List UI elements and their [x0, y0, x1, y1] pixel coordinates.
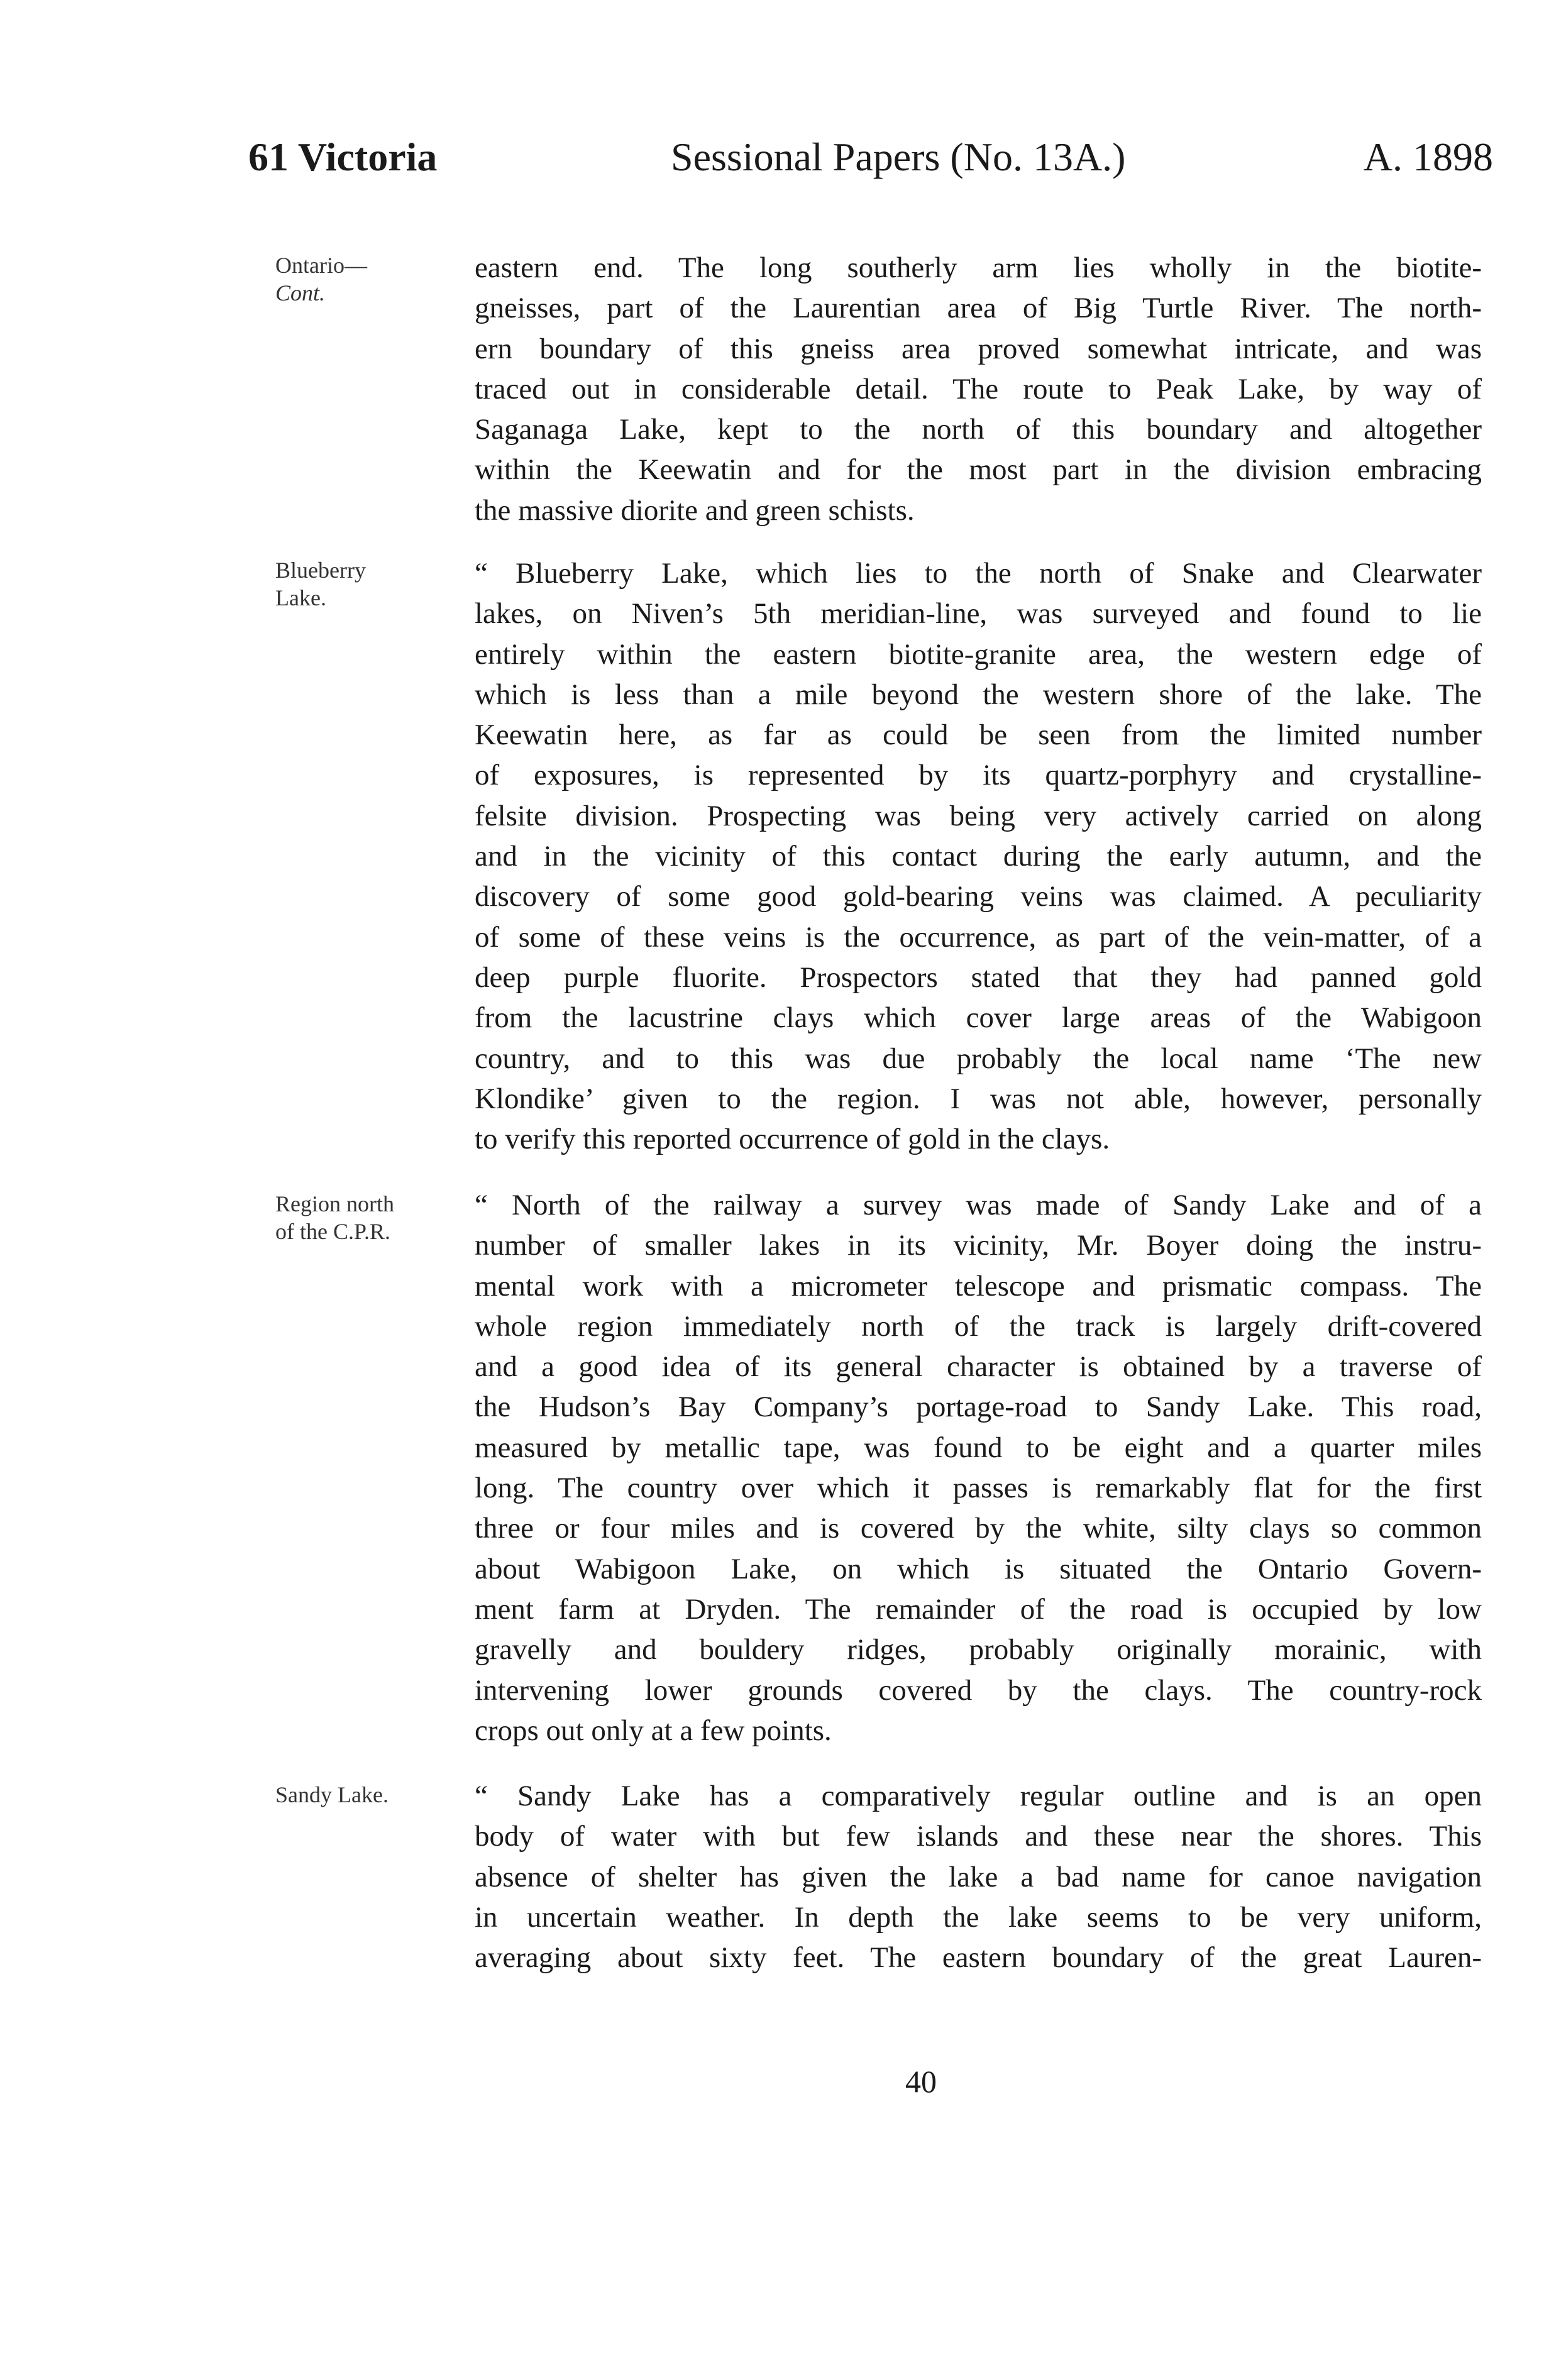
text-line: ern boundary of this gneiss area proved somewhat intricate, and was	[475, 332, 1482, 365]
text-line: gravelly and bouldery ridges, probably originally morainic, with	[475, 1633, 1482, 1667]
text-line: country, and to this was due probably the local name ‘The new	[475, 1042, 1482, 1075]
text-line: gneisses, part of the Laurentian area of Big Turtle River. The north-	[475, 292, 1482, 325]
text-line: about Wabigoon Lake, on which is situated the Ontario Govern-	[475, 1552, 1482, 1585]
margin-note-line: Ontario—	[275, 253, 367, 278]
margin-note-region-north	[275, 1190, 458, 1245]
text-line: eastern end. The long southerly arm lies wholly in the biotite-	[475, 251, 1482, 284]
text-line: entirely within the eastern biotite-granite area, the western edge of	[475, 637, 1482, 671]
text-line: discovery of some good gold-bearing veins was claimed. A peculiarity	[475, 880, 1482, 913]
text-line: the Hudson’s Bay Company’s portage-road to Sandy Lake. This road,	[475, 1391, 1482, 1424]
text-line: lakes, on Niven’s 5th meridian-line, was surveyed and found to lie	[475, 597, 1482, 631]
text-line: intervening lower grounds covered by the clays. The country-rock	[475, 1673, 1482, 1707]
margin-note-line: Lake.	[275, 585, 326, 610]
margin-note-ontario	[275, 251, 458, 307]
text-line: of some of these veins is the occurrence, as part of the vein-matter, of a	[475, 920, 1482, 954]
page-number: 40	[905, 2064, 937, 2099]
text-line: Saganaga Lake, kept to the north of this boundary and altogether	[475, 413, 1482, 446]
margin-note-blueberry-lake	[275, 556, 458, 612]
text-line: number of smaller lakes in its vicinity, Mr. Boyer doing the instru-	[475, 1229, 1482, 1262]
margin-note-line: of the C.P.R.	[275, 1219, 391, 1244]
text-line: averaging about sixty feet. The eastern boundary of the great Lauren-	[475, 1941, 1482, 1975]
text-line: the massive diorite and green schists.	[475, 493, 915, 527]
text-line: and a good idea of its general character is obtained by a traverse of	[475, 1350, 1482, 1384]
text-line: Keewatin here, as far as could be seen from the limited number	[475, 719, 1482, 752]
text-line: ment farm at Dryden. The remainder of the road is occupied by low	[475, 1592, 1482, 1626]
margin-note-sandy-lake	[275, 1781, 458, 1809]
paragraph-north-of-railway	[475, 1185, 1482, 1751]
text-line: Klondike’ given to the region. I was not able, however, personally	[475, 1082, 1482, 1115]
text-line: traced out in considerable detail. The route to Peak Lake, by way of	[475, 372, 1482, 405]
text-line: which is less than a mile beyond the western shore of the lake. The	[475, 678, 1482, 711]
text-line: long. The country over which it passes is remarkably flat for the first	[475, 1472, 1482, 1505]
running-header	[248, 129, 1493, 185]
paragraph-blueberry-lake	[475, 553, 1482, 1159]
text-line: and in the vicinity of this contact during the early autumn, and the	[475, 840, 1482, 873]
text-line: absence of shelter has given the lake a bad name for canoe navigation	[475, 1860, 1482, 1893]
header-title: Sessional Papers (No. 13A.)	[671, 135, 1126, 179]
text-line: felsite division. Prospecting was being very actively carried on along	[475, 799, 1482, 832]
margin-note-line: Blueberry	[275, 558, 366, 583]
margin-note-line: Sandy Lake.	[275, 1782, 389, 1807]
text-line: measured by metallic tape, was found to be eight and a quarter miles	[475, 1431, 1482, 1464]
text-line: within the Keewatin and for the most part in the division embracing	[475, 453, 1482, 487]
header-volume: 61 Victoria	[248, 135, 438, 179]
text-line: deep purple fluorite. Prospectors stated that they had panned gold	[475, 961, 1482, 994]
margin-note-line: Region north	[275, 1191, 394, 1216]
text-line: crops out only at a few points.	[475, 1714, 832, 1747]
header-year: A. 1898	[1363, 135, 1493, 179]
text-line: to verify this reported occurrence of gold in the clays.	[475, 1123, 1110, 1156]
text-line: “ Blueberry Lake, which lies to the north of Snake and Clearwater	[475, 557, 1482, 590]
paragraph-eastern-end	[475, 248, 1482, 531]
text-line: “ Sandy Lake has a comparatively regular outline and is an open	[475, 1780, 1482, 1812]
text-line: body of water with but few islands and these near the shores. This	[475, 1820, 1482, 1853]
text-line: whole region immediately north of the track is largely drift-covered	[475, 1309, 1482, 1343]
text-line: of exposures, is represented by its quartz-porphyry and crystalline-	[475, 759, 1482, 792]
text-line: in uncertain weather. In depth the lake seems to be very uniform,	[475, 1900, 1482, 1934]
text-line: mental work with a micrometer telescope and prismatic compass. The	[475, 1269, 1482, 1303]
margin-note-cont: Cont.	[275, 280, 326, 306]
text-line: “ North of the railway a survey was made of Sandy Lake and of a	[475, 1189, 1482, 1221]
paragraph-sandy-lake	[475, 1776, 1482, 1978]
text-line: from the lacustrine clays which cover large areas of the Wabigoon	[475, 1001, 1482, 1035]
text-line: three or four miles and is covered by the white, silty clays so common	[475, 1512, 1482, 1545]
